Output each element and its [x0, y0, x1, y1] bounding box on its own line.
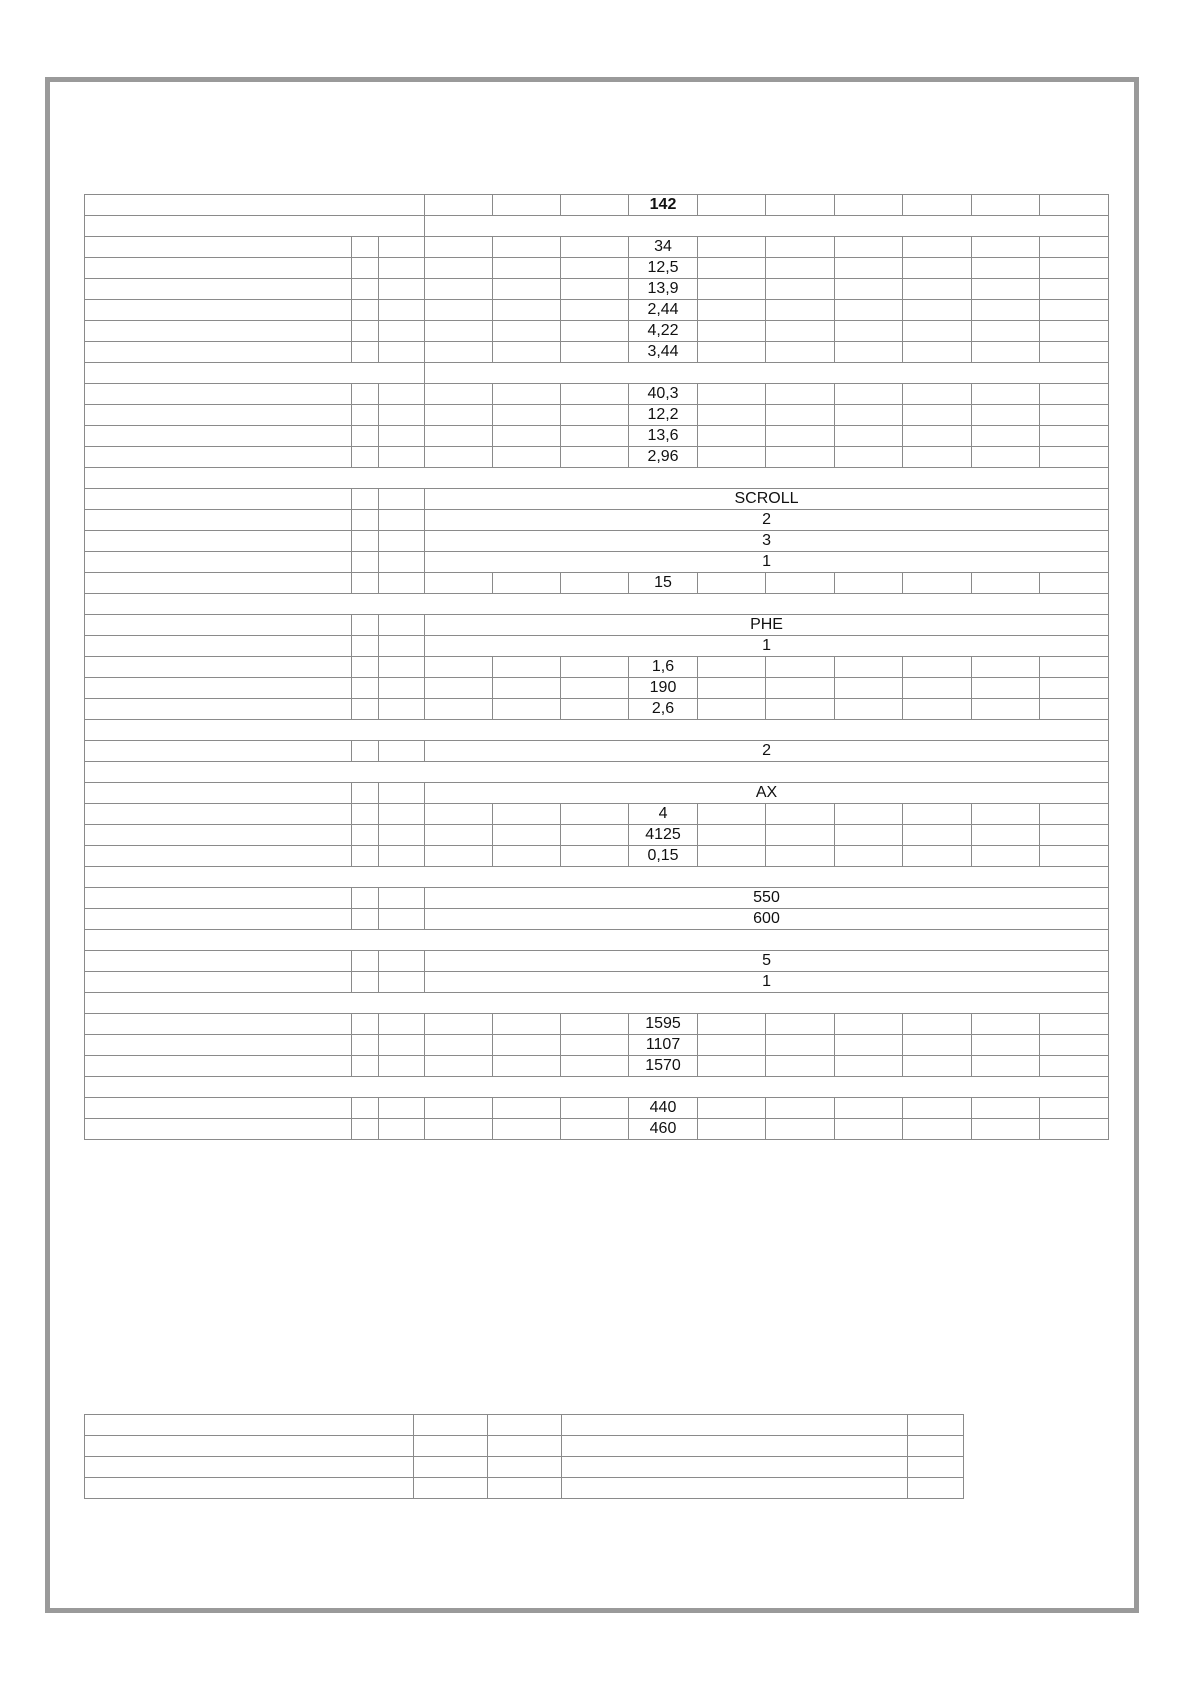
table-row: [85, 321, 1109, 342]
table-row: [85, 1478, 964, 1499]
value-cell: 1570: [629, 1056, 698, 1077]
table-row: [85, 237, 1109, 258]
span-value-cell: 600: [425, 909, 1109, 930]
table-row: [85, 342, 1109, 363]
signature-table: [84, 1414, 964, 1499]
table-row: [85, 699, 1109, 720]
value-cell: 3,44: [629, 342, 698, 363]
value-cell: 13,9: [629, 279, 698, 300]
value-cell: 1107: [629, 1035, 698, 1056]
value-cell: 4,22: [629, 321, 698, 342]
span-value-cell: 1: [425, 972, 1109, 993]
table-row: [85, 510, 1109, 531]
value-cell: 12,5: [629, 258, 698, 279]
value-cell: 4: [629, 804, 698, 825]
table-row: [85, 1119, 1109, 1140]
table-row: [85, 636, 1109, 657]
table-row: [85, 405, 1109, 426]
table-section-row: [85, 720, 1109, 741]
span-value-cell: 2: [425, 741, 1109, 762]
table-row: [85, 531, 1109, 552]
table-row: [85, 804, 1109, 825]
table-row: [85, 552, 1109, 573]
value-cell: 2,96: [629, 447, 698, 468]
table-row: [85, 1098, 1109, 1119]
table-row: [85, 1035, 1109, 1056]
table-section-row: [85, 216, 1109, 237]
main-data-table: [84, 194, 1109, 1140]
table-section-row: [85, 867, 1109, 888]
table-section-row: [85, 468, 1109, 489]
table-row: [85, 300, 1109, 321]
table-row: [85, 1415, 964, 1436]
table-row: [85, 909, 1109, 930]
table-row: [85, 573, 1109, 594]
value-cell: 40,3: [629, 384, 698, 405]
span-value-cell: 1: [425, 636, 1109, 657]
span-value-cell: 550: [425, 888, 1109, 909]
span-value-cell: 2: [425, 510, 1109, 531]
table-row: [85, 447, 1109, 468]
table-row: [85, 615, 1109, 636]
value-cell: 1,6: [629, 657, 698, 678]
span-value-cell: 5: [425, 951, 1109, 972]
table-row: [85, 384, 1109, 405]
value-cell: 1595: [629, 1014, 698, 1035]
value-cell: 4125: [629, 825, 698, 846]
span-value-cell: 1: [425, 552, 1109, 573]
table-section-row: [85, 594, 1109, 615]
table-row: [85, 972, 1109, 993]
table-row: [85, 1014, 1109, 1035]
table-row: [85, 1436, 964, 1457]
value-cell: 440: [629, 1098, 698, 1119]
table-row: [85, 678, 1109, 699]
table-section-row: [85, 930, 1109, 951]
table-section-row: [85, 762, 1109, 783]
value-cell: 15: [629, 573, 698, 594]
value-cell: 2,44: [629, 300, 698, 321]
table-row: [85, 426, 1109, 447]
table-row: [85, 951, 1109, 972]
value-cell: 190: [629, 678, 698, 699]
span-value-cell: 3: [425, 531, 1109, 552]
table-section-row: [85, 1077, 1109, 1098]
span-value-cell: PHE: [425, 615, 1109, 636]
table-row: [85, 489, 1109, 510]
value-cell: 460: [629, 1119, 698, 1140]
header-value-cell: 142: [629, 195, 698, 216]
table-row: [85, 888, 1109, 909]
table-row: [85, 1457, 964, 1478]
table-row: [85, 825, 1109, 846]
table-row: [85, 279, 1109, 300]
table-row: [85, 741, 1109, 762]
table-section-row: [85, 363, 1109, 384]
table-row: [85, 258, 1109, 279]
value-cell: 13,6: [629, 426, 698, 447]
table-row: [85, 195, 1109, 216]
table-row: [85, 783, 1109, 804]
value-cell: 2,6: [629, 699, 698, 720]
table-row: [85, 846, 1109, 867]
value-cell: 0,15: [629, 846, 698, 867]
span-value-cell: AX: [425, 783, 1109, 804]
table-row: [85, 1056, 1109, 1077]
table-section-row: [85, 993, 1109, 1014]
value-cell: 12,2: [629, 405, 698, 426]
value-cell: 34: [629, 237, 698, 258]
table-row: [85, 657, 1109, 678]
span-value-cell: SCROLL: [425, 489, 1109, 510]
